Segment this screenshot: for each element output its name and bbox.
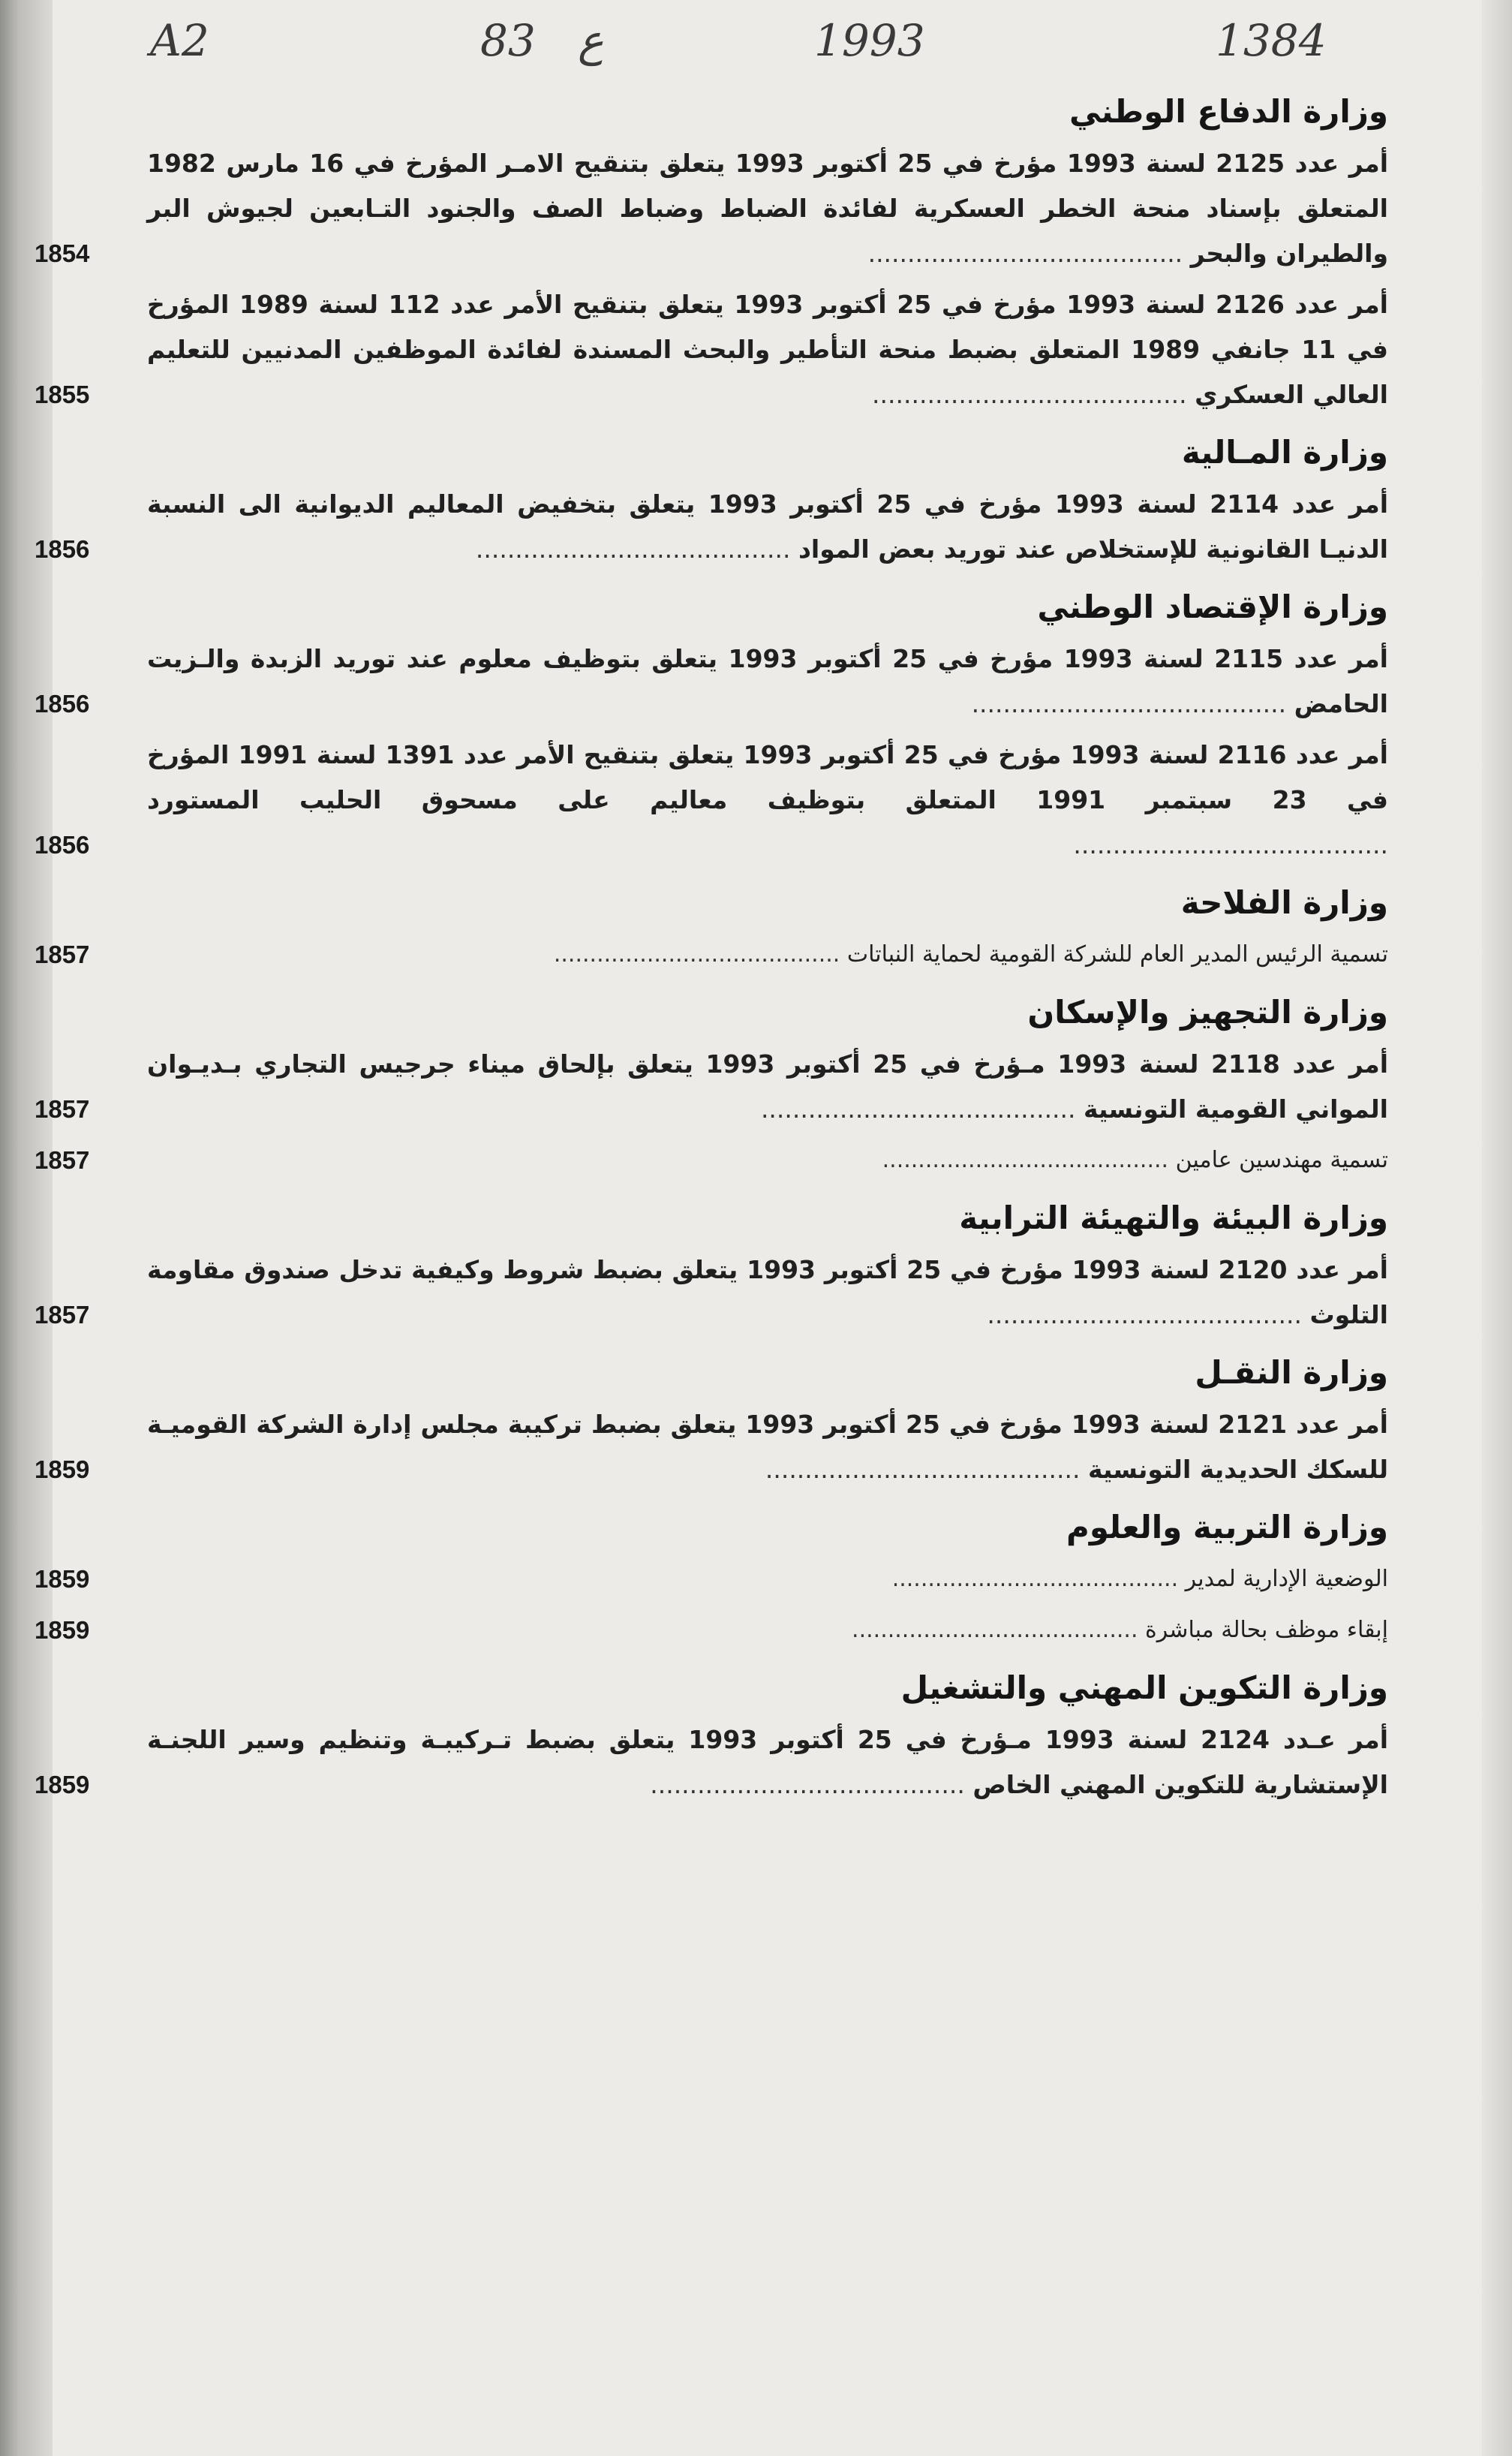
entry-description: تسمية الرئيس المدير العام للشركة القومية لحماية النباتات [846,941,1388,968]
ministry-section [30,874,1388,977]
toc-entry [30,932,1388,977]
handwritten-note: 1993 [814,15,925,66]
table-of-contents [30,83,1388,1813]
handwritten-note: 83 [480,15,536,66]
toc-entry [30,1557,1388,1602]
toc-entry [30,733,1388,868]
page-number: 1856 [35,831,90,859]
page-number: 1855 [35,381,90,408]
entry-description: إبقاء موظف بحالة مباشرة [1145,1617,1388,1643]
page-number: 1859 [35,1771,90,1798]
handwritten-note: ع [578,15,604,66]
toc-entry [30,482,1388,572]
entry-description: أمر عدد 2126 لسنة 1993 مؤرخ في 25 أكتوبر 1993 يتعلق بتنقيح الأمر عدد 112 لسنة 1989 المؤرخ في 11 جانفي 1989 المتعلق بضبط منحة التأطير والبحث المسندة لفائدة الموظفين المدنيين للتعليم العالي العسكري [147,290,1388,409]
dot-leader: ........................................ [987,1300,1310,1329]
page-number: 1859 [35,1616,90,1644]
ministry-title: وزارة التكوين المهني والتشغيل [900,1669,1388,1706]
dot-leader: ........................................ [553,941,847,968]
entry-text [147,932,1388,977]
entry-text [147,1138,1388,1183]
entry-description: أمر عدد 2118 لسنة 1993 مـؤرخ في 25 أكتوبر 1993 يتعلق بإلحاق ميناء جرجيس التجاري بـديـوان المواني القومية التونسية [147,1049,1389,1124]
ministry-section [30,423,1388,572]
page-number: 1857 [35,1301,90,1329]
entry-description: تسمية مهندسين عامين [1175,1147,1388,1173]
ministry-section [30,1659,1388,1807]
handwritten-note: A2 [150,15,209,66]
toc-entry [30,1248,1388,1338]
dot-leader: ........................................ [765,1455,1088,1484]
toc-entry [30,1042,1388,1132]
toc-entry [30,1138,1388,1183]
ministry-section [30,578,1388,868]
dot-leader: ........................................ [867,239,1191,268]
toc-entry [30,637,1388,727]
dot-leader: ........................................ [852,1617,1146,1643]
handwritten-annotations [135,15,1327,83]
ministry-title: وزارة البيئة والتهيئة الترابية [959,1199,1388,1236]
handwritten-note: 1384 [1216,15,1327,66]
ministry-title: وزارة الإقتصاد الوطني [1037,588,1388,625]
dot-leader: ........................................ [650,1770,973,1799]
entry-text [147,1557,1388,1602]
ministry-title: وزارة النقـل [1195,1354,1388,1391]
ministry-section [30,1344,1388,1492]
ministry-title: وزارة الدفاع الوطني [1069,93,1388,130]
entry-text [147,637,1388,727]
entry-description: أمر عدد 2120 لسنة 1993 مؤرخ في 25 أكتوبر 1993 يتعلق بضبط شروط وكيفية تدخل صندوق مقاومة التلوث [147,1255,1388,1329]
entry-text [147,282,1388,417]
ministry-section [30,83,1388,417]
ministry-title: وزارة المـالية [1181,434,1388,471]
entry-text [147,733,1388,868]
dot-leader: ........................................ [971,689,1294,718]
dot-leader: ........................................ [475,534,798,564]
ministry-title: وزارة الفلاحة [1180,884,1388,921]
ministry-section [30,1189,1388,1338]
entry-text [147,1608,1388,1653]
entry-text [147,1248,1388,1338]
page-number: 1856 [35,690,90,718]
entry-description: أمر عدد 2115 لسنة 1993 مؤرخ في 25 أكتوبر 1993 يتعلق بتوظيف معلوم عند توريد الزبدة والـزيت الحامض [147,644,1388,718]
dot-leader: ........................................ [872,380,1195,409]
toc-entry [30,282,1388,417]
page-number: 1857 [35,941,90,968]
entry-description: أمر عدد 2121 لسنة 1993 مؤرخ في 25 أكتوبر 1993 يتعلق بضبط تركيبة مجلس إدارة الشركة القوميـة للسكك الحديدية التونسية [147,1410,1388,1484]
toc-entry [30,1402,1388,1492]
entry-text [147,1042,1388,1132]
page-number: 1857 [35,1095,90,1123]
entry-description: أمر عـدد 2124 لسنة 1993 مـؤرخ في 25 أكتوبر 1993 يتعلق بضبط تـركيبـة وتنظيم وسير اللجنـة الإستشارية للتكوين المهني الخاص [147,1725,1388,1799]
dot-leader: ........................................ [760,1094,1084,1124]
page-number: 1856 [35,535,90,563]
entry-description: الوضعية الإدارية لمدير [1185,1566,1388,1592]
toc-entry [30,141,1388,276]
dot-leader: ........................................ [891,1566,1186,1592]
entry-text [147,1717,1388,1807]
page-number: 1854 [35,239,90,267]
dot-leader: ........................................ [882,1147,1176,1173]
entry-description: أمر عدد 2125 لسنة 1993 مؤرخ في 25 أكتوبر 1993 يتعلق بتنقيح الامـر المؤرخ في 16 مارس 1982 المتعلق بإسناد منحة الخطر العسكرية لفائدة الضباط وضباط الصف والجنود التـابعين لجيوش البر والطيران والبحر [147,149,1389,268]
entry-description: أمر عدد 2116 لسنة 1993 مؤرخ في 25 أكتوبر 1993 يتعلق بتنقيح الأمر عدد 1391 لسنة 1991 المؤرخ في 23 سبتمبر 1991 المتعلق بتوظيف معاليم على مسحوق الحليب المستورد [147,740,1389,814]
ministry-section [30,983,1388,1183]
page-number: 1859 [35,1455,90,1483]
entry-text [147,141,1388,276]
page-number: 1857 [35,1146,90,1174]
ministry-title: وزارة التربية والعلوم [1066,1509,1388,1546]
entry-text [147,1402,1388,1492]
page-number: 1859 [35,1565,90,1593]
toc-entry [30,1608,1388,1653]
entry-description: أمر عدد 2114 لسنة 1993 مؤرخ في 25 أكتوبر 1993 يتعلق بتخفيض المعاليم الديوانية الى النسبة الدنيـا القانونية للإستخلاص عند توريد بعض المواد [147,489,1389,564]
dot-leader: ........................................ [1073,830,1388,859]
toc-entry [30,1717,1388,1807]
entry-text [147,482,1388,572]
ministry-section [30,1498,1388,1653]
ministry-title: وزارة التجهيز والإسكان [1027,994,1388,1031]
